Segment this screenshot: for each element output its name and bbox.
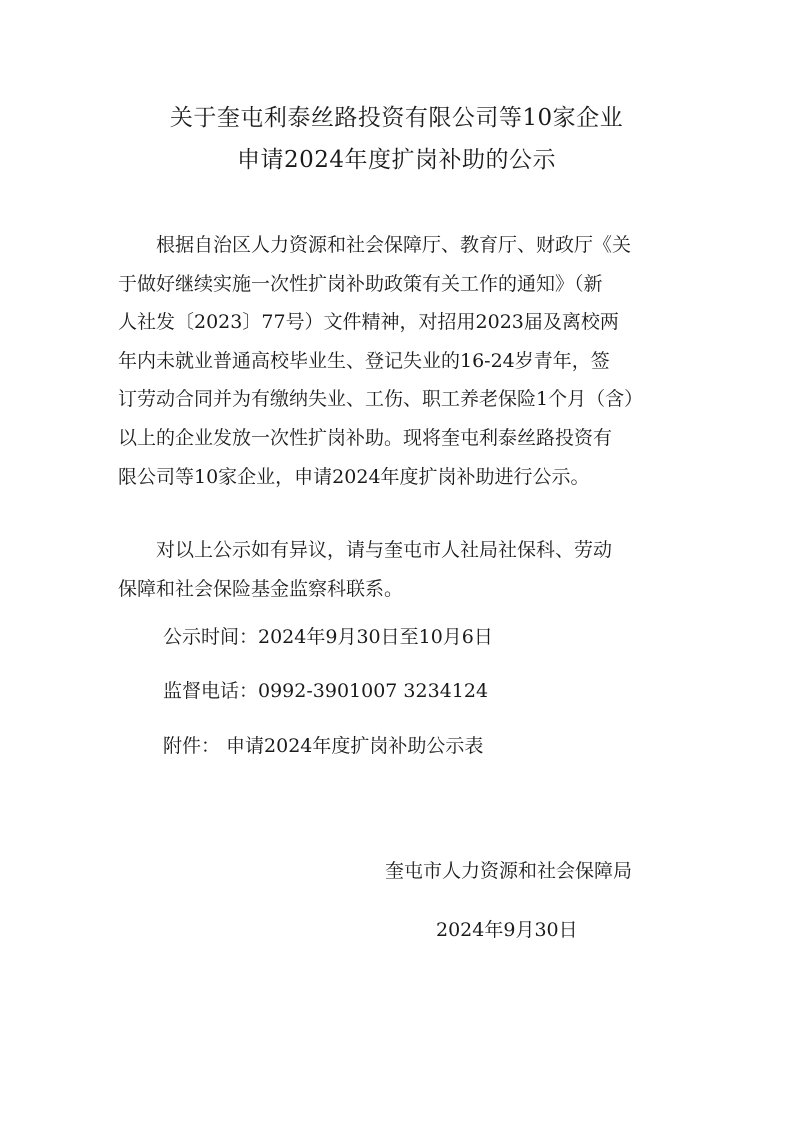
attachment-note: 附件： 申请2024年度扩岗补助公示表	[163, 735, 484, 757]
main-paragraph-line: 限公司等10家企业，申请2024年度扩岗补助进行公示。	[118, 465, 590, 488]
objection-paragraph	[118, 531, 678, 608]
signature-organization: 奎屯市人力资源和社会保障局	[385, 860, 633, 882]
main-paragraph-line: 于做好继续实施一次性扩岗补助政策有关工作的通知》（新	[118, 272, 603, 295]
main-paragraph	[118, 226, 678, 496]
signature-date: 2024年9月30日	[436, 919, 578, 941]
document-title-line-2: 申请2024年度扩岗补助的公示	[236, 147, 557, 173]
main-paragraph-line: 订劳动合同并为有缴纳失业、工伤、职工养老保险1个月（含）	[118, 388, 644, 411]
publicity-time: 公示时间：2024年9月30日至10月6日	[163, 626, 493, 648]
main-paragraph-line: 人社发〔2023〕77号）文件精神，对招用2023届及离校两	[118, 311, 619, 334]
main-paragraph-line: 年内未就业普通高校毕业生、登记失业的16-24岁青年，签	[118, 349, 610, 372]
main-paragraph-line: 以上的企业发放一次性扩岗补助。现将奎屯利泰丝路投资有	[118, 426, 613, 449]
supervision-phone: 监督电话：0992-3901007 3234124	[163, 680, 489, 702]
document-title-line-1: 关于奎屯利泰丝路投资有限公司等10家企业	[169, 105, 624, 131]
objection-paragraph-line: 保障和社会保险基金监察科联系。	[118, 577, 404, 600]
objection-paragraph-line: 对以上公示如有异议，请与奎屯市人社局社保科、劳动	[118, 539, 613, 561]
main-paragraph-line: 根据自治区人力资源和社会保障厅、教育厅、财政厅《关	[118, 234, 632, 256]
